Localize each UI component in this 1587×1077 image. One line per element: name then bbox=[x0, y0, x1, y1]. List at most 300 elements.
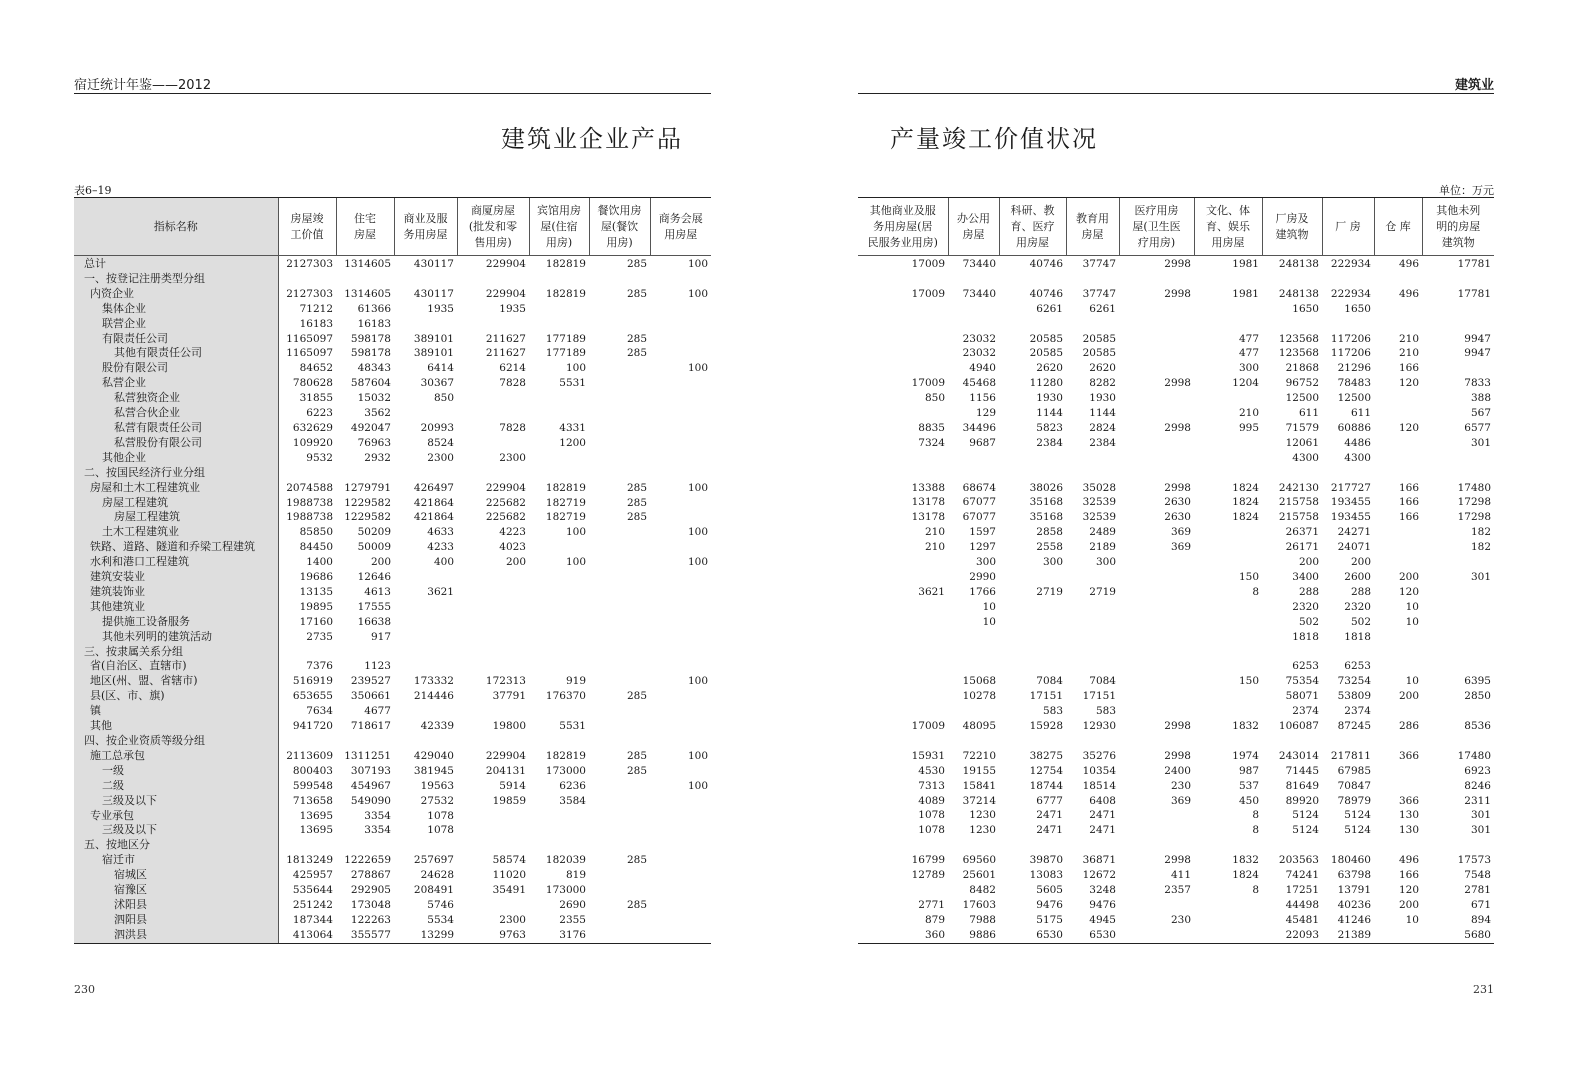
table-cell: 1935 bbox=[427, 302, 454, 315]
table-cell bbox=[457, 436, 529, 451]
table-cell: 100 bbox=[687, 258, 708, 270]
table-cell: 3400 bbox=[1292, 570, 1319, 583]
table-row bbox=[858, 779, 1494, 794]
table-cell: 8524 bbox=[427, 436, 454, 449]
table-cell bbox=[336, 645, 394, 660]
table-cell: 13695 bbox=[278, 809, 336, 824]
left-table-header bbox=[74, 198, 711, 256]
table-row bbox=[858, 346, 1494, 361]
left-table-body bbox=[74, 256, 711, 944]
table-row bbox=[74, 809, 711, 824]
table-cell: 173332 bbox=[413, 675, 454, 688]
table-cell: 100 bbox=[687, 481, 708, 494]
table-cell: 2357 bbox=[1164, 883, 1191, 896]
table-cell: 48343 bbox=[357, 362, 391, 375]
table-cell: 129 bbox=[975, 407, 996, 420]
table-cell: 1935 bbox=[499, 302, 526, 315]
table-cell: 16638 bbox=[357, 615, 391, 628]
table-cell: 123568 bbox=[1278, 347, 1319, 360]
table-cell bbox=[948, 838, 999, 853]
table-cell: 7084 bbox=[1089, 675, 1116, 688]
table-cell bbox=[529, 317, 589, 332]
table-cell bbox=[650, 794, 711, 809]
table-cell bbox=[1119, 555, 1194, 570]
row-label: 房屋和土木工程建筑业 bbox=[74, 481, 278, 496]
table-cell bbox=[457, 809, 529, 824]
table-cell: 166 bbox=[1398, 496, 1419, 509]
table-cell: 285 bbox=[626, 764, 647, 777]
table-cell bbox=[457, 585, 529, 600]
table-cell bbox=[336, 734, 394, 749]
row-label: 施工总承包 bbox=[74, 749, 278, 764]
table-cell: 1824 bbox=[1232, 511, 1259, 524]
table-cell bbox=[394, 570, 457, 585]
table-cell: 5914 bbox=[499, 779, 526, 792]
table-cell: 1078 bbox=[918, 809, 945, 822]
table-cell bbox=[457, 838, 529, 853]
table-cell: 3248 bbox=[1089, 883, 1116, 896]
table-cell: 18514 bbox=[1082, 779, 1116, 792]
table-row bbox=[74, 600, 711, 615]
table-cell: 211627 bbox=[485, 347, 526, 360]
row-label: 宿豫区 bbox=[74, 883, 278, 898]
table-cell: 71579 bbox=[1285, 421, 1319, 434]
table-cell: 34496 bbox=[962, 421, 996, 434]
table-cell bbox=[1119, 570, 1194, 585]
table-cell: 1766 bbox=[969, 585, 996, 598]
table-cell: 1144 bbox=[1036, 407, 1063, 420]
table-cell: 81649 bbox=[1285, 779, 1319, 792]
table-cell bbox=[1066, 466, 1119, 481]
table-cell: 2600 bbox=[1344, 570, 1371, 583]
table-cell: 286 bbox=[1398, 720, 1419, 733]
table-cell: 850 bbox=[433, 392, 454, 405]
table-cell: 8 bbox=[1252, 883, 1259, 896]
table-cell bbox=[589, 317, 650, 332]
table-row bbox=[858, 466, 1494, 481]
table-cell: 7548 bbox=[1464, 869, 1491, 882]
table-cell: 285 bbox=[626, 258, 647, 270]
table-cell: 45468 bbox=[962, 377, 996, 390]
table-cell bbox=[1119, 645, 1194, 660]
table-cell bbox=[948, 302, 999, 317]
table-cell bbox=[589, 451, 650, 466]
table-cell: 182719 bbox=[545, 511, 586, 524]
table-cell: 230 bbox=[1170, 913, 1191, 926]
table-cell bbox=[650, 913, 711, 928]
table-cell: 22093 bbox=[1262, 928, 1322, 943]
table-cell: 24071 bbox=[1337, 541, 1371, 554]
row-label: 宿迁市 bbox=[74, 853, 278, 868]
table-cell: 176370 bbox=[545, 690, 586, 703]
table-cell bbox=[589, 659, 650, 674]
table-row bbox=[74, 779, 711, 794]
table-cell bbox=[650, 376, 711, 391]
table-cell bbox=[948, 734, 999, 749]
table-cell: 2998 bbox=[1164, 749, 1191, 762]
table-cell: 300 bbox=[1238, 362, 1259, 375]
table-cell: 182719 bbox=[545, 496, 586, 509]
table-cell: 12646 bbox=[357, 571, 391, 584]
table-cell: 10 bbox=[1405, 675, 1419, 688]
table-cell bbox=[650, 898, 711, 913]
header-rule-right bbox=[858, 93, 1494, 94]
table-cell: 17009 bbox=[911, 258, 945, 270]
table-cell bbox=[394, 645, 457, 660]
table-cell: 120 bbox=[1398, 883, 1419, 896]
table-cell bbox=[589, 361, 650, 376]
table-cell: 366 bbox=[1398, 749, 1419, 762]
table-cell bbox=[589, 615, 650, 630]
table-cell bbox=[1194, 913, 1262, 928]
table-cell bbox=[1322, 466, 1374, 481]
table-cell: 2355 bbox=[559, 913, 586, 926]
table-cell bbox=[1374, 779, 1422, 794]
table-cell: 2300 bbox=[427, 451, 454, 464]
table-row bbox=[74, 525, 711, 540]
table-cell: 5124 bbox=[1344, 824, 1371, 837]
table-cell bbox=[589, 913, 650, 928]
table-cell: 516919 bbox=[278, 674, 336, 689]
table-cell: 987 bbox=[1238, 764, 1259, 777]
table-cell bbox=[589, 421, 650, 436]
table-cell: 2998 bbox=[1164, 377, 1191, 390]
table-cell bbox=[1422, 317, 1494, 332]
table-row bbox=[74, 868, 711, 883]
table-row bbox=[858, 645, 1494, 660]
table-cell: 1650 bbox=[1292, 302, 1319, 315]
table-cell bbox=[650, 585, 711, 600]
table-cell: 300 bbox=[975, 556, 996, 569]
table-cell: 239527 bbox=[350, 675, 391, 688]
table-cell: 17573 bbox=[1457, 854, 1491, 867]
table-cell: 1824 bbox=[1232, 496, 1259, 509]
table-cell bbox=[589, 823, 650, 838]
table-cell bbox=[1119, 674, 1194, 689]
table-cell: 6414 bbox=[427, 362, 454, 375]
table-cell: 21868 bbox=[1285, 362, 1319, 375]
table-cell bbox=[1322, 317, 1374, 332]
table-cell: 229904 bbox=[485, 287, 526, 300]
row-label: 总计 bbox=[74, 256, 278, 272]
table-row bbox=[858, 361, 1494, 376]
table-cell: 78483 bbox=[1337, 377, 1371, 390]
table-cell: 13178 bbox=[911, 496, 945, 509]
table-cell: 117206 bbox=[1330, 347, 1371, 360]
table-cell: 2320 bbox=[1344, 600, 1371, 613]
table-cell: 150 bbox=[1238, 570, 1259, 583]
table-cell: 100 bbox=[565, 556, 586, 569]
table-cell bbox=[948, 451, 999, 466]
table-cell: 2735 bbox=[278, 630, 336, 645]
table-cell: 5124 bbox=[1344, 809, 1371, 822]
table-cell bbox=[1422, 585, 1494, 600]
table-cell: 4300 bbox=[1344, 451, 1371, 464]
table-cell: 12930 bbox=[1082, 720, 1116, 733]
table-cell: 9476 bbox=[1036, 898, 1063, 911]
table-cell: 40746 bbox=[1029, 258, 1063, 270]
table-cell bbox=[529, 823, 589, 838]
table-row bbox=[858, 883, 1494, 898]
table-row bbox=[74, 481, 711, 496]
table-cell bbox=[278, 272, 336, 287]
table-cell bbox=[650, 659, 711, 674]
table-cell: 1974 bbox=[1232, 749, 1259, 762]
table-cell: 5531 bbox=[559, 720, 586, 733]
table-cell: 6253 bbox=[1344, 660, 1371, 673]
table-cell: 1165097 bbox=[278, 332, 336, 347]
table-cell: 200 bbox=[1398, 898, 1419, 911]
table-cell bbox=[999, 466, 1066, 481]
table-cell: 25601 bbox=[962, 869, 996, 882]
table-cell: 15928 bbox=[1029, 720, 1063, 733]
table-row bbox=[74, 436, 711, 451]
table-cell: 350661 bbox=[350, 690, 391, 703]
table-cell: 87245 bbox=[1337, 720, 1371, 733]
table-cell bbox=[1194, 555, 1262, 570]
table-cell: 37747 bbox=[1082, 287, 1116, 300]
table-cell: 5746 bbox=[427, 898, 454, 911]
table-cell: 32539 bbox=[1082, 511, 1116, 524]
table-cell bbox=[529, 466, 589, 481]
table-cell: 4331 bbox=[559, 421, 586, 434]
table-cell bbox=[1119, 823, 1194, 838]
table-cell: 19800 bbox=[492, 720, 526, 733]
table-cell bbox=[394, 615, 457, 630]
table-row bbox=[74, 659, 711, 674]
left-page bbox=[0, 0, 793, 1077]
table-cell bbox=[1422, 466, 1494, 481]
table-cell: 50209 bbox=[357, 526, 391, 539]
table-cell bbox=[650, 346, 711, 361]
table-cell: 230 bbox=[1170, 779, 1191, 792]
table-cell: 13299 bbox=[394, 928, 457, 943]
table-cell: 4023 bbox=[499, 541, 526, 554]
table-cell: 6530 bbox=[1066, 928, 1119, 943]
table-cell bbox=[1374, 391, 1422, 406]
table-cell: 941720 bbox=[278, 719, 336, 734]
table-row bbox=[74, 451, 711, 466]
table-cell: 879 bbox=[924, 913, 945, 926]
table-cell: 12500 bbox=[1337, 392, 1371, 405]
table-cell: 193455 bbox=[1330, 511, 1371, 524]
table-cell bbox=[650, 391, 711, 406]
table-cell bbox=[999, 570, 1066, 585]
table-cell bbox=[948, 317, 999, 332]
table-cell: 204131 bbox=[485, 764, 526, 777]
table-cell: 496 bbox=[1398, 854, 1419, 867]
table-cell: 1078 bbox=[427, 809, 454, 822]
table-cell bbox=[1422, 361, 1494, 376]
table-cell: 23032 bbox=[962, 347, 996, 360]
table-row bbox=[858, 615, 1494, 630]
table-cell bbox=[1119, 332, 1194, 347]
table-cell: 10 bbox=[1405, 600, 1419, 613]
table-cell bbox=[1194, 391, 1262, 406]
table-row bbox=[74, 928, 711, 943]
table-cell: 166 bbox=[1398, 869, 1419, 882]
table-cell bbox=[650, 689, 711, 704]
right-column-header: 厂房及 建筑物 bbox=[1262, 198, 1322, 256]
table-row bbox=[74, 570, 711, 585]
table-cell: 8 bbox=[1252, 585, 1259, 598]
table-cell: 203563 bbox=[1278, 854, 1319, 867]
table-cell: 2471 bbox=[1089, 824, 1116, 837]
table-cell bbox=[650, 406, 711, 421]
table-cell: 6236 bbox=[559, 779, 586, 792]
table-cell: 1824 bbox=[1232, 869, 1259, 882]
table-cell: 17480 bbox=[1457, 749, 1491, 762]
table-cell: 9532 bbox=[278, 451, 336, 466]
table-cell bbox=[650, 496, 711, 511]
table-cell bbox=[1374, 317, 1422, 332]
table-row bbox=[74, 630, 711, 645]
table-cell: 20585 bbox=[1082, 347, 1116, 360]
table-cell: 1222659 bbox=[344, 854, 391, 867]
table-cell: 122263 bbox=[350, 913, 391, 926]
table-row bbox=[858, 600, 1494, 615]
table-cell: 35168 bbox=[1029, 496, 1063, 509]
table-cell bbox=[1374, 406, 1422, 421]
table-cell: 2558 bbox=[1036, 541, 1063, 554]
table-cell bbox=[1066, 615, 1119, 630]
table-cell bbox=[589, 704, 650, 719]
table-cell: 583 bbox=[1042, 705, 1063, 718]
table-row bbox=[74, 317, 711, 332]
table-cell: 800403 bbox=[278, 764, 336, 779]
row-label: 三、按隶属关系分组 bbox=[74, 645, 278, 660]
table-cell bbox=[1374, 555, 1422, 570]
table-cell: 477 bbox=[1238, 347, 1259, 360]
table-cell bbox=[999, 600, 1066, 615]
table-cell: 381945 bbox=[413, 764, 454, 777]
row-label: 建筑装饰业 bbox=[74, 585, 278, 600]
table-cell: 215758 bbox=[1278, 496, 1319, 509]
table-cell bbox=[1194, 615, 1262, 630]
table-cell bbox=[858, 346, 948, 361]
table-cell: 6530 bbox=[999, 928, 1066, 943]
table-cell bbox=[1322, 645, 1374, 660]
table-cell bbox=[1374, 704, 1422, 719]
table-cell: 300 bbox=[1095, 556, 1116, 569]
table-cell: 3621 bbox=[918, 585, 945, 598]
table-cell: 2630 bbox=[1164, 511, 1191, 524]
row-label: 三级及以下 bbox=[74, 823, 278, 838]
table-row bbox=[74, 689, 711, 704]
row-label: 其他 bbox=[74, 719, 278, 734]
table-cell: 411 bbox=[1170, 869, 1191, 882]
table-cell bbox=[999, 659, 1066, 674]
table-cell bbox=[457, 466, 529, 481]
table-cell bbox=[1194, 451, 1262, 466]
table-cell bbox=[858, 645, 948, 660]
table-cell bbox=[650, 570, 711, 585]
table-cell bbox=[1119, 346, 1194, 361]
table-cell: 1204 bbox=[1232, 377, 1259, 390]
table-cell: 549090 bbox=[350, 794, 391, 807]
table-cell bbox=[589, 406, 650, 421]
table-cell: 53809 bbox=[1337, 690, 1371, 703]
table-cell: 2932 bbox=[364, 451, 391, 464]
table-cell bbox=[1194, 600, 1262, 615]
right-column-header: 其他商业及服 务用房屋(居 民服务业用房) bbox=[858, 198, 948, 256]
table-cell bbox=[948, 704, 999, 719]
table-cell: 13178 bbox=[911, 511, 945, 524]
table-cell bbox=[1194, 302, 1262, 317]
table-cell: 214446 bbox=[413, 690, 454, 703]
table-cell bbox=[589, 794, 650, 809]
table-row bbox=[858, 287, 1494, 302]
right-table-header bbox=[858, 198, 1494, 256]
table-row bbox=[858, 391, 1494, 406]
table-cell: 285 bbox=[626, 332, 647, 345]
table-cell: 69560 bbox=[962, 854, 996, 867]
table-cell bbox=[394, 838, 457, 853]
table-row bbox=[74, 823, 711, 838]
table-cell bbox=[1119, 704, 1194, 719]
table-cell bbox=[394, 317, 457, 332]
table-cell: 50009 bbox=[357, 541, 391, 554]
table-cell: 2998 bbox=[1164, 258, 1191, 270]
table-cell: 4233 bbox=[427, 541, 454, 554]
table-cell: 5534 bbox=[427, 913, 454, 926]
table-cell bbox=[529, 809, 589, 824]
table-cell bbox=[999, 734, 1066, 749]
table-cell: 1230 bbox=[969, 824, 996, 837]
table-cell: 307193 bbox=[350, 764, 391, 777]
table-cell bbox=[278, 645, 336, 660]
table-cell: 2998 bbox=[1164, 854, 1191, 867]
table-cell bbox=[394, 600, 457, 615]
table-cell bbox=[650, 451, 711, 466]
right-data-table bbox=[858, 197, 1494, 944]
table-cell bbox=[457, 615, 529, 630]
table-cell: 450 bbox=[1238, 794, 1259, 807]
table-cell: 15032 bbox=[357, 392, 391, 405]
table-cell: 248138 bbox=[1278, 258, 1319, 270]
table-cell: 5124 bbox=[1292, 824, 1319, 837]
table-cell: 11280 bbox=[1029, 377, 1063, 390]
table-cell: 1832 bbox=[1232, 854, 1259, 867]
table-cell: 2998 bbox=[1164, 421, 1191, 434]
table-cell: 1144 bbox=[1089, 407, 1116, 420]
table-cell bbox=[650, 719, 711, 734]
row-label: 提供施工设备服务 bbox=[74, 615, 278, 630]
table-cell: 278867 bbox=[350, 869, 391, 882]
table-cell: 38275 bbox=[1029, 749, 1063, 762]
table-cell bbox=[1194, 704, 1262, 719]
row-label: 四、按企业资质等级分组 bbox=[74, 734, 278, 749]
table-cell: 67077 bbox=[962, 511, 996, 524]
table-cell: 177189 bbox=[545, 332, 586, 345]
table-cell: 76963 bbox=[357, 436, 391, 449]
table-cell bbox=[858, 451, 948, 466]
table-cell: 2771 bbox=[918, 898, 945, 911]
right-column-header: 科研、教 育、医疗 用房屋 bbox=[999, 198, 1066, 256]
table-row bbox=[74, 406, 711, 421]
table-cell: 229904 bbox=[485, 749, 526, 762]
table-cell: 45481 bbox=[1285, 913, 1319, 926]
table-row bbox=[74, 302, 711, 317]
table-cell: 60886 bbox=[1337, 421, 1371, 434]
table-cell: 16183 bbox=[357, 317, 391, 330]
table-cell: 58574 bbox=[492, 854, 526, 867]
table-cell: 288 bbox=[1298, 585, 1319, 598]
table-cell bbox=[529, 540, 589, 555]
table-cell bbox=[948, 630, 999, 645]
table-cell: 2690 bbox=[559, 898, 586, 911]
table-cell bbox=[858, 406, 948, 421]
